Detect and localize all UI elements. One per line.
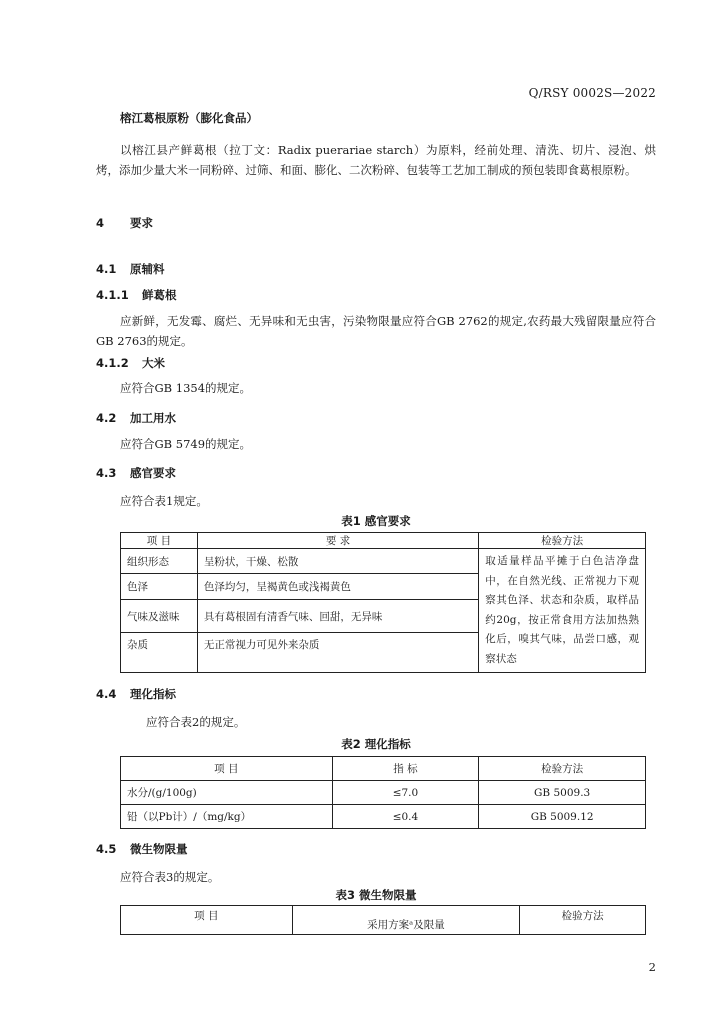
table-3-microbial	[120, 905, 646, 935]
item-cell: 铅（以Pb计）/（mg/kg）	[121, 805, 333, 829]
table-row	[121, 805, 646, 829]
column-header: 检验方法	[479, 757, 646, 781]
column-header: 项 目	[121, 533, 198, 549]
section-title: 原辅料	[130, 262, 165, 276]
section-number: 4.2	[96, 411, 117, 425]
requirement-cell: 无正常视力可见外来杂质	[197, 633, 478, 673]
term-title: 榕江葛根原粉（膨化食品）	[120, 111, 258, 125]
section-title: 理化指标	[130, 687, 176, 701]
section-number: 4.1.2	[96, 356, 129, 370]
table-row	[121, 549, 646, 574]
section-number: 4	[96, 216, 105, 230]
section-4-3-text: 应符合表1规定。	[120, 494, 208, 508]
section-4-1-1-text: 应新鲜，无发霉、腐烂、无异味和无虫害，污染物限量应符合GB 2762的规定,农药最大残留限量应符合GB 2763的规定。	[96, 314, 656, 348]
item-cell: 气味及滋味	[121, 599, 198, 633]
standard-code: Q/RSY 0002S—2022	[528, 86, 656, 100]
section-4-3-heading	[96, 465, 176, 481]
column-header: 项 目	[121, 757, 333, 781]
term-definition: 以榕江县产鲜葛根（拉丁文：Radix puerariae starch）为原料，经前处理、清洗、切片、浸泡、烘烤，添加少量大米一同粉碎、过筛、和面、膨化、二次粉碎、包装等工艺加工制成的预包装即食葛根原粉。	[96, 143, 656, 177]
method-cell: GB 5009.3	[479, 781, 646, 805]
table-2-caption: 表2 理化指标	[341, 737, 411, 751]
method-cell: GB 5009.12	[479, 805, 646, 829]
table-1-caption: 表1 感官要求	[341, 514, 411, 528]
page-number: 2	[648, 960, 656, 974]
section-4-5-heading	[96, 841, 188, 857]
section-4-1-2-text: 应符合GB 1354的规定。	[120, 381, 252, 395]
section-title: 鲜葛根	[142, 288, 177, 302]
section-4-4-text: 应符合表2的规定。	[146, 715, 246, 729]
value-cell: ≤0.4	[332, 805, 479, 829]
table-row	[121, 781, 646, 805]
table-2-physicochemical	[120, 756, 646, 829]
column-header: 采用方案ᵃ及限量	[292, 906, 520, 935]
table-header-row	[121, 533, 646, 549]
section-number: 4.4	[96, 687, 117, 701]
item-cell: 色泽	[121, 574, 198, 599]
table-3-caption: 表3 微生物限量	[335, 888, 417, 902]
section-4-1-heading	[96, 261, 165, 277]
table-header-row	[121, 906, 646, 935]
section-number: 4.3	[96, 466, 117, 480]
requirement-cell: 色泽均匀，呈褐黄色或浅褐黄色	[197, 574, 478, 599]
column-header: 项 目	[121, 906, 293, 935]
item-cell: 杂质	[121, 633, 198, 673]
section-4-2-text: 应符合GB 5749的规定。	[120, 437, 252, 451]
section-4-1-1-heading	[96, 287, 177, 303]
column-header: 检验方法	[479, 533, 646, 549]
column-header: 要 求	[197, 533, 478, 549]
section-4-heading	[96, 215, 153, 231]
section-number: 4.1	[96, 262, 117, 276]
section-title: 加工用水	[130, 411, 176, 425]
section-number: 4.1.1	[96, 288, 129, 302]
section-title: 微生物限量	[130, 842, 188, 856]
section-4-4-heading	[96, 686, 176, 702]
section-4-2-heading	[96, 410, 176, 426]
item-cell: 水分/(g/100g)	[121, 781, 333, 805]
section-title: 要求	[130, 216, 153, 230]
section-title: 大米	[142, 356, 165, 370]
requirement-cell: 呈粉状，干燥、松散	[197, 549, 478, 574]
section-title: 感官要求	[130, 466, 176, 480]
value-cell: ≤7.0	[332, 781, 479, 805]
section-4-1-2-heading	[96, 355, 165, 371]
requirement-cell: 具有葛根固有清香气味、回甜，无异味	[197, 599, 478, 633]
table-1-sensory	[120, 532, 646, 673]
column-header: 检验方法	[520, 906, 646, 935]
column-header: 指 标	[332, 757, 479, 781]
section-4-5-text: 应符合表3的规定。	[120, 870, 220, 884]
section-number: 4.5	[96, 842, 117, 856]
item-cell: 组织形态	[121, 549, 198, 574]
method-cell: 取适量样品平摊于白色洁净盘中，在自然光线、正常视力下观察其色泽、状态和杂质，取样品约20g，按正常食用方法加热熟化后，嗅其气味，品尝口感，观察状态	[479, 549, 646, 673]
table-header-row	[121, 757, 646, 781]
